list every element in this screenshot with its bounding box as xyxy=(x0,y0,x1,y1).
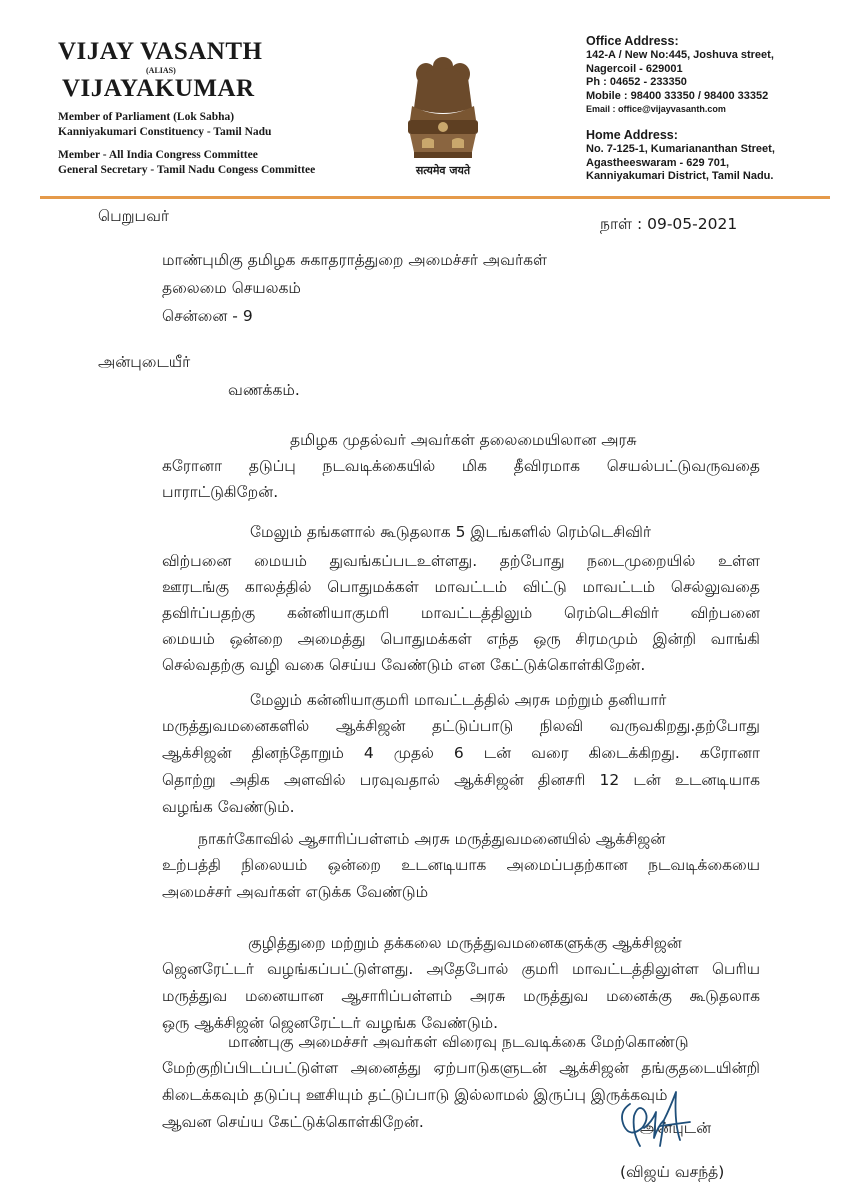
name-line2: VIJAYAKUMAR xyxy=(62,75,255,102)
addressee-line: மாண்புமிகு தமிழக சுகாதராத்துறை அமைச்சர் அவர்கள் xyxy=(162,251,547,269)
addressee-line: தலைமை செயலகம் xyxy=(162,279,301,297)
salutation: அன்புடையீர் xyxy=(98,353,191,371)
home-address-line: Kanniyakumari District, Tamil Nadu. xyxy=(586,170,774,182)
paragraph-line: விற்பனை மையம் துவங்கப்படஉள்ளது. தற்போது நடைமுறையில் உள்ள xyxy=(162,552,760,570)
paragraph-line: கரோனா தடுப்பு நடவடிக்கையில் மிக தீவிரமாக செயல்பட்டுவருவதை xyxy=(162,457,760,475)
paragraph xyxy=(162,548,760,678)
paragraph-line: மருத்துவ மனையான ஆசாரிப்பள்ளம் அரசு மருத்துவ மனைக்கு கூடுதலாக xyxy=(162,987,760,1005)
paragraph-line: மருத்துவமனைகளில் ஆக்சிஜன் தட்டுப்பாடு நிலவி வருவகிறது.தற்போது xyxy=(162,717,760,735)
paragraph-line: ஊரடங்கு காலத்தில் பொதுமக்கள் மாவட்டம் விட்டு மாவட்டம் செல்லுவதை xyxy=(162,578,760,596)
office-mobile: Mobile : 98400 33350 / 98400 33352 xyxy=(586,89,769,102)
role-constituency: Kanniyakumari Constituency - Tamil Nadu xyxy=(58,126,272,138)
office-phone: Ph : 04652 - 233350 xyxy=(586,76,687,88)
role-mp: Member of Parliament (Lok Sabha) xyxy=(58,111,235,123)
signatory-name: (விஜய் வசந்த்) xyxy=(620,1163,725,1181)
paragraph-line: தொற்று அதிக அளவில் பரவுவதால் ஆக்சிஜன் தினசரி 12 டன் உடனடியாக xyxy=(162,771,760,789)
paragraph-line: அமைச்சர் அவர்கள் எடுக்க வேண்டும் xyxy=(162,883,429,901)
letterhead-left xyxy=(58,38,388,178)
paragraph-line: மேலும் கன்னியாகுமரி மாவட்டத்தில் அரசு மற்றும் தனியார் xyxy=(250,691,667,709)
paragraph xyxy=(162,959,760,1040)
letterhead-right xyxy=(586,34,836,184)
letter-date: நாள் : 09-05-2021 xyxy=(600,215,738,233)
paragraph-line: தவிர்ப்பதற்கு கன்னியாகுமரி மாவட்டத்திலும் ரெம்டெசிவிர் விற்பனை xyxy=(162,604,760,622)
paragraph-line: மாண்புகு அமைச்சர் அவர்கள் விரைவு நடவடிக்கை மேற்கொண்டு xyxy=(228,1033,689,1051)
role-tncc: General Secretary - Tamil Nadu Congess Committee xyxy=(58,164,316,176)
paragraph xyxy=(162,716,760,824)
home-address-line: Agastheeswaram - 629 701, xyxy=(586,156,730,169)
national-emblem-icon xyxy=(388,48,498,178)
paragraph xyxy=(162,855,760,909)
office-address-line: 142-A / New No:445, Joshuva street, xyxy=(586,49,774,61)
recipient-label: பெறுபவர் xyxy=(98,207,170,225)
role-aicc: Member - All India Congress Committee xyxy=(58,149,258,161)
paragraph-line: நாகர்கோவில் ஆசாரிப்பள்ளம் அரசு மருத்துவமனையில் ஆக்சிஜன் xyxy=(198,830,666,848)
paragraph-line: ஆவன செய்ய கேட்டுக்கொள்கிறேன். xyxy=(162,1113,424,1131)
paragraph-line: மேற்குறிப்பிடப்பட்டுள்ள அனைத்து ஏற்பாடுகளுடன் ஆக்சிஜன் தங்குதடையின்றி xyxy=(162,1059,760,1077)
closing: அன்புடன் xyxy=(640,1119,712,1137)
paragraph-line: தமிழக முதல்வர் அவர்கள் தலைமையிலான அரசு xyxy=(290,431,637,449)
paragraph-line: மையம் ஒன்றை அமைத்து பொதுமக்கள் எந்த ஒரு சிரமமும் இன்றி வாங்கி xyxy=(162,630,760,648)
office-address-line: Nagercoil - 629001 xyxy=(586,62,683,75)
handwritten-signature xyxy=(590,1082,710,1162)
paragraph-line: ஒரு ஆக்சிஜன் ஜெனரேட்டர் வழங்க வேண்டும். xyxy=(162,1014,499,1032)
paragraph-line: ஆக்சிஜன் தினந்தோறும் 4 முதல் 6 டன் வரை கிடைக்கிறது. கரோனா xyxy=(162,744,760,762)
home-address-line: No. 7-125-1, Kumariananthan Street, xyxy=(586,143,775,155)
emblem-motto: सत्यमेव जयते xyxy=(415,164,471,177)
name-line1: VIJAY VASANTH xyxy=(58,38,263,65)
paragraph-line: உற்பத்தி நிலையம் ஒன்றை உடனடியாக அமைப்பதற்கான நடவடிக்கையை xyxy=(162,856,760,874)
paragraph xyxy=(162,456,760,502)
paragraph-line: குழித்துறை மற்றும் தக்கலை மருத்துவமனைகளுக்கு ஆக்சிஜன் xyxy=(248,934,682,952)
alias-label: (ALIAS) xyxy=(146,66,176,75)
paragraph-line: மேலும் தங்களால் கூடுதலாக 5 இடங்களில் ரெம்டெசிவிர் xyxy=(250,523,652,541)
paragraph-line: வழங்க வேண்டும். xyxy=(162,798,295,816)
greeting: வணக்கம். xyxy=(228,381,300,399)
paragraph-line: ஜெனரேட்டர் வழங்கப்பட்டுள்ளது. அதேபோல் குமரி மாவட்டத்திலுள்ள பெரிய xyxy=(162,960,760,978)
paragraph-line: கிடைக்கவும் தடுப்பு ஊசியும் தட்டுப்பாடு இல்லாமல் இருப்பு இருக்கவும் xyxy=(162,1086,668,1104)
paragraph-line: பாராட்டுகிறேன். xyxy=(162,483,279,501)
office-email: Email : office@vijayvasanth.com xyxy=(586,104,726,114)
addressee-line: சென்னை - 9 xyxy=(162,307,253,325)
office-address-heading: Office Address: xyxy=(586,34,679,48)
home-address-heading: Home Address: xyxy=(586,128,678,142)
letterhead-divider xyxy=(40,196,830,199)
paragraph-line: செல்வதற்கு வழி வகை செய்ய வேண்டும் என கேட்டுக்கொள்கிறேன். xyxy=(162,656,646,674)
